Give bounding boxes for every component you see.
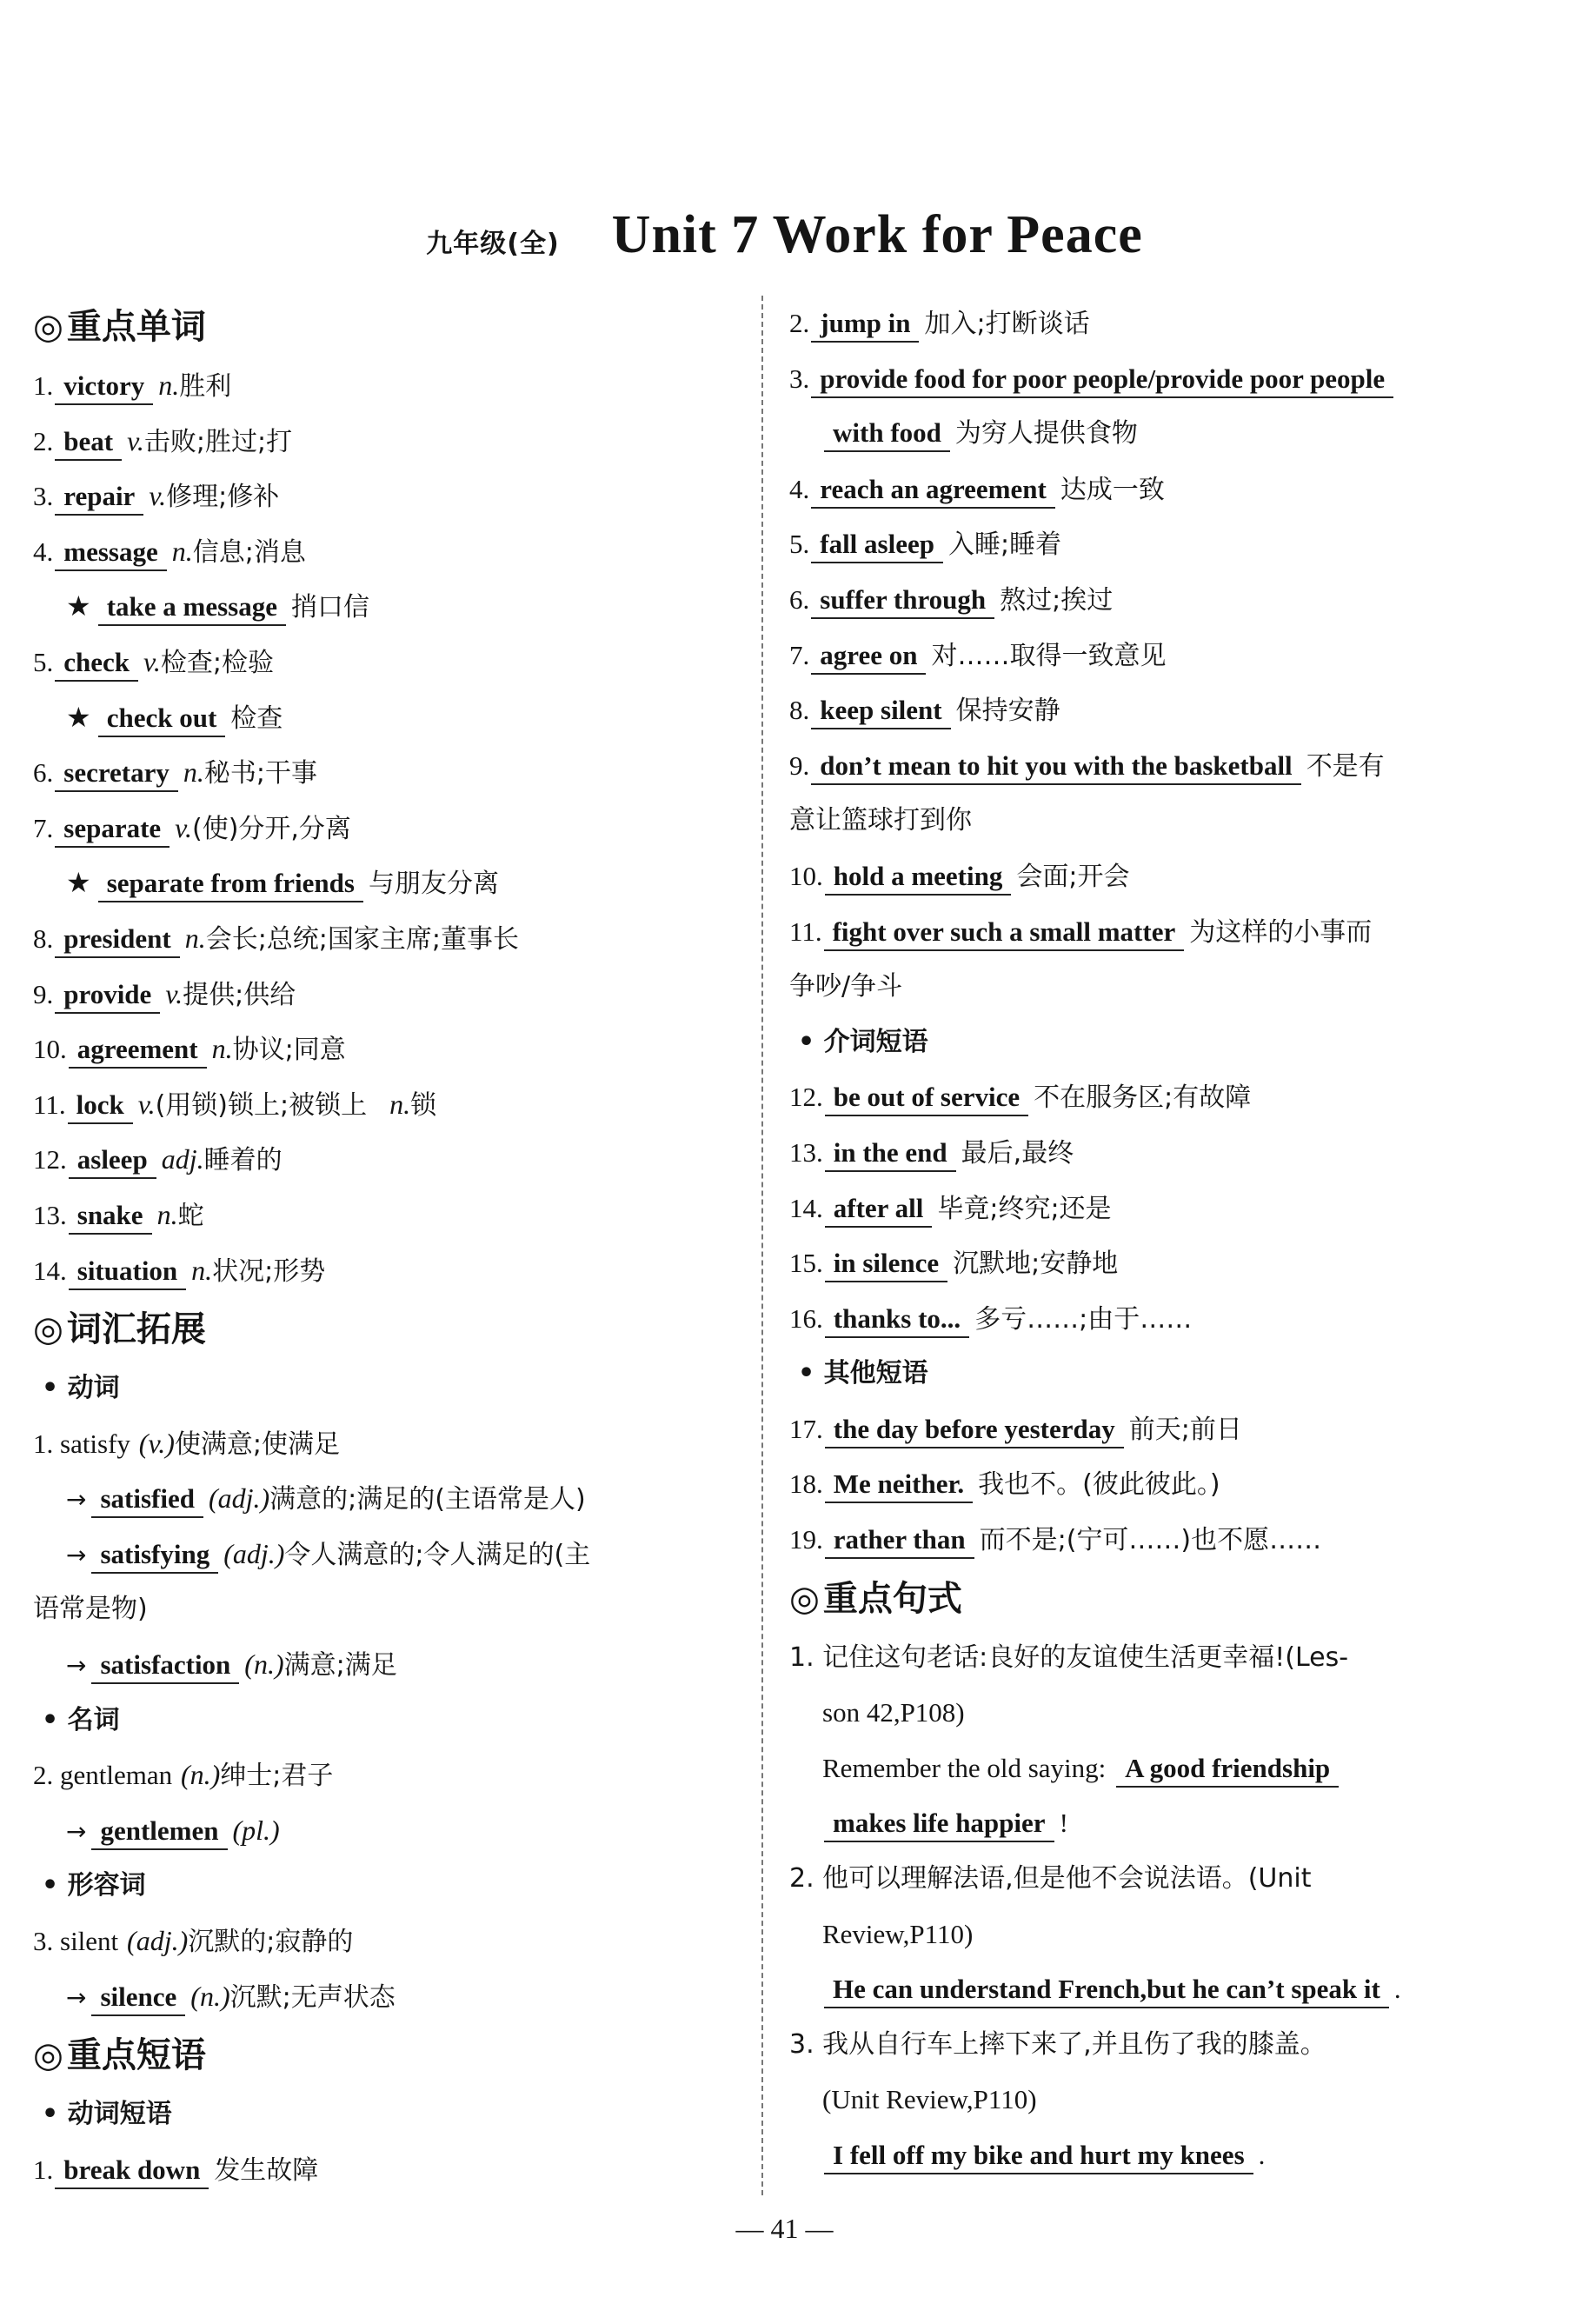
answer-blank: agreement bbox=[69, 1032, 207, 1069]
part-of-speech: n. bbox=[171, 535, 193, 567]
vocab-list bbox=[33, 358, 737, 1298]
vocab-item bbox=[33, 1243, 737, 1299]
answer-blank: fight over such a small matter bbox=[824, 915, 1185, 951]
sentence-3-answer: I fell off my bike and hurt my knees . bbox=[789, 2128, 1502, 2183]
vocab-item bbox=[33, 635, 737, 690]
item-number: 10. bbox=[789, 860, 823, 891]
page-number: — 41 — bbox=[735, 2213, 834, 2244]
item-number: 18. bbox=[789, 1468, 823, 1500]
item-number: 14. bbox=[789, 1192, 823, 1223]
item-number: 13. bbox=[33, 1199, 67, 1230]
item-number: 16. bbox=[789, 1302, 823, 1334]
meaning: 保持安静 bbox=[955, 696, 1060, 727]
item-number: 8. bbox=[33, 922, 54, 954]
subheading-other-phrase: • 其他短语 bbox=[798, 1358, 928, 1389]
item-number: 6. bbox=[33, 757, 54, 789]
meaning: 信息;消息 bbox=[192, 536, 306, 568]
vocab-item bbox=[33, 358, 737, 414]
answer-blank: message bbox=[55, 535, 166, 571]
item-number: 12. bbox=[33, 1144, 67, 1175]
part-of-speech: n. bbox=[389, 1088, 411, 1120]
section-heading-sentences: ◎ 重点句式 bbox=[789, 1578, 962, 1619]
answer-blank: situation bbox=[69, 1254, 186, 1290]
item-number: 1. bbox=[33, 370, 54, 401]
column-divider bbox=[761, 296, 763, 2195]
item-number: 6. bbox=[789, 583, 810, 615]
phrase-item bbox=[789, 1512, 1502, 1568]
part-of-speech: v. bbox=[175, 811, 192, 843]
phrase-item bbox=[789, 738, 1502, 794]
phrase-item bbox=[789, 1291, 1502, 1347]
meaning: (用锁)锁上;被锁上 bbox=[155, 1089, 368, 1121]
answer-blank: snake bbox=[69, 1198, 152, 1235]
subheading-verb: • 动词 bbox=[42, 1373, 120, 1404]
phrase-item bbox=[789, 462, 1502, 517]
vocab-item bbox=[33, 801, 737, 856]
part-of-speech: n. bbox=[158, 370, 180, 401]
phrase-item bbox=[789, 516, 1502, 572]
part-of-speech: n. bbox=[184, 922, 206, 954]
item-number: 17. bbox=[789, 1413, 823, 1444]
phrase-item bbox=[789, 849, 1502, 904]
phrase-item bbox=[789, 1456, 1502, 1512]
meaning: 会长;总统;国家主席;董事长 bbox=[205, 923, 520, 955]
meaning: 为这样的小事而 bbox=[1189, 916, 1373, 948]
answer-blank: secretary bbox=[55, 756, 178, 792]
meaning: 沉默地;安静地 bbox=[953, 1249, 1119, 1280]
subheading-noun: • 名词 bbox=[42, 1704, 120, 1735]
meaning: 熬过;挨过 bbox=[1000, 584, 1114, 616]
part-of-speech: n. bbox=[211, 1033, 233, 1065]
expand-satisfying: → satisfying (adj.)令人满意的;令人满足的(主 bbox=[33, 1527, 737, 1582]
answer-blank: in the end bbox=[825, 1135, 956, 1172]
phrase-item bbox=[789, 1125, 1502, 1181]
sentence-1-answer: Remember the old saying: A good friendship bbox=[789, 1741, 1502, 1796]
sentence-3-source: (Unit Review,P110) bbox=[822, 2084, 1037, 2115]
meaning-cont: 争吵/争斗 bbox=[789, 971, 903, 1002]
item-number: 2. bbox=[33, 425, 54, 456]
answer-blank: asleep bbox=[69, 1142, 156, 1179]
meaning: 达成一致 bbox=[1060, 474, 1165, 505]
answer-blank: take a message bbox=[98, 589, 286, 626]
item-number: 7. bbox=[33, 812, 54, 843]
phrase-item bbox=[789, 572, 1502, 628]
meaning: 为穷人提供食物 bbox=[954, 418, 1138, 449]
other-phrase-list bbox=[789, 1402, 1502, 1568]
answer-blank: rather than bbox=[825, 1522, 974, 1559]
phrase-item bbox=[789, 1181, 1502, 1236]
item-number: 12. bbox=[789, 1082, 823, 1113]
sentence-3-question: 3. 我从自行车上摔下来了,并且伤了我的膝盖。 bbox=[789, 2028, 1326, 2060]
answer-blank: suffer through bbox=[811, 583, 994, 619]
meaning: 状况;形势 bbox=[212, 1255, 326, 1287]
vocab-extension-item bbox=[33, 579, 737, 635]
expand-satisfaction: → satisfaction (n.)满意;满足 bbox=[33, 1637, 737, 1693]
expand-silent: 3. silent (adj.)沉默的;寂静的 bbox=[33, 1925, 354, 1958]
item-number: 3. bbox=[789, 363, 810, 394]
meaning: 提供;供给 bbox=[183, 979, 296, 1010]
meaning: (使)分开,分离 bbox=[191, 813, 351, 844]
phrase-item bbox=[789, 1069, 1502, 1125]
answer-blank: in silence bbox=[825, 1246, 947, 1282]
sentence-1-answer-cont: makes life happier ! bbox=[789, 1795, 1502, 1851]
item-number: 3. bbox=[33, 481, 54, 512]
meaning: 捎口信 bbox=[290, 592, 369, 623]
answer-blank: repair bbox=[55, 479, 143, 516]
meaning: 而不是;(宁可……)也不愿…… bbox=[979, 1525, 1322, 1556]
item-number: 14. bbox=[33, 1255, 67, 1286]
left-column bbox=[33, 296, 737, 2197]
phrase-item bbox=[789, 1402, 1502, 1457]
answer-blank: beat bbox=[55, 424, 122, 461]
section-heading-vocab: ◎ 重点单词 bbox=[33, 307, 206, 347]
answer-blank: check out bbox=[98, 701, 226, 737]
part-of-speech: n. bbox=[183, 756, 204, 789]
subheading-verb-phrase: • 动词短语 bbox=[42, 2099, 172, 2130]
answer-blank: keep silent bbox=[811, 693, 950, 729]
sentence-2-source: Review,P110) bbox=[822, 1918, 974, 1949]
part-of-speech: v. bbox=[137, 1088, 156, 1120]
meaning: 我也不。(彼此彼此。) bbox=[978, 1469, 1220, 1501]
meaning: 入睡;睡着 bbox=[948, 529, 1062, 561]
expand-silence: → silence (n.)沉默;无声状态 bbox=[33, 1969, 737, 2025]
item-number: 4. bbox=[33, 536, 54, 567]
meaning: 多亏……;由于…… bbox=[974, 1303, 1193, 1335]
vocab-item bbox=[33, 1132, 737, 1188]
meaning: 会面;开会 bbox=[1016, 861, 1130, 892]
meaning: 与朋友分离 bbox=[368, 869, 499, 900]
phrase-item bbox=[789, 296, 1502, 351]
meaning: 修理;修补 bbox=[166, 482, 280, 513]
phrase-item bbox=[789, 1235, 1502, 1291]
answer-blank: victory bbox=[55, 369, 153, 405]
meaning: 检查;检验 bbox=[160, 647, 274, 678]
phrase-item-cont bbox=[789, 959, 1502, 1015]
expand-satisfy: 1. satisfy (v.)使满意;使满足 bbox=[33, 1427, 341, 1460]
meaning: 不是有 bbox=[1306, 750, 1385, 782]
meaning: 胜利 bbox=[179, 371, 232, 402]
right-column bbox=[789, 296, 1502, 2183]
phrase-item bbox=[33, 2142, 737, 2198]
meaning: 发生故障 bbox=[214, 2154, 319, 2186]
phrase-item bbox=[789, 351, 1502, 407]
title-en: Unit 7 Work for Peace bbox=[611, 205, 1143, 264]
verb-phrase-list-right bbox=[789, 296, 1502, 1015]
answer-blank: jump in bbox=[811, 306, 919, 343]
part-of-speech: v. bbox=[149, 480, 167, 512]
vocab-item bbox=[33, 469, 737, 524]
item-number: 11. bbox=[789, 916, 822, 947]
item-number: 8. bbox=[789, 695, 810, 726]
part-of-speech: n. bbox=[191, 1254, 213, 1286]
page-title bbox=[0, 202, 1569, 266]
answer-blank: check bbox=[55, 645, 138, 682]
sentence-1-question: 1. 记住这句老话:良好的友谊使生活更幸福!(Les- bbox=[789, 1641, 1349, 1673]
vocab-item bbox=[33, 524, 737, 580]
item-number: 19. bbox=[789, 1524, 823, 1555]
answer-blank: fall asleep bbox=[811, 527, 943, 563]
part-of-speech: v. bbox=[127, 424, 144, 456]
prep-phrase-list bbox=[789, 1069, 1502, 1346]
section-heading-expand: ◎ 词汇拓展 bbox=[33, 1309, 206, 1350]
vocab-item bbox=[33, 967, 737, 1022]
vocab-extension-item bbox=[33, 690, 737, 746]
expand-satisfying-cont: 语常是物) bbox=[33, 1594, 148, 1625]
meaning: 最后,最终 bbox=[961, 1137, 1074, 1169]
meaning: 睡着的 bbox=[203, 1145, 283, 1176]
answer-blank: Me neither. bbox=[825, 1467, 973, 1503]
item-number: 9. bbox=[33, 978, 54, 1009]
sentence-2-answer: He can understand French,but he can’t speak it . bbox=[789, 1961, 1502, 2017]
meaning-cont: 意让篮球打到你 bbox=[789, 805, 972, 836]
answer-blank: lock bbox=[68, 1088, 133, 1124]
phrase-item bbox=[789, 628, 1502, 683]
vocab-item bbox=[33, 1022, 737, 1077]
item-number: 1. bbox=[33, 2154, 54, 2185]
answer-blank: the day before yesterday bbox=[825, 1412, 1124, 1448]
item-number: 11. bbox=[33, 1089, 66, 1120]
phrase-item-cont bbox=[789, 406, 1502, 462]
answer-blank: president bbox=[55, 922, 179, 958]
answer-blank: after all bbox=[825, 1191, 933, 1228]
meaning: 击败;胜过;打 bbox=[143, 426, 293, 457]
star-icon: ★ bbox=[66, 700, 91, 734]
meaning: 毕竟;终究;还是 bbox=[937, 1193, 1112, 1224]
item-number: 5. bbox=[33, 646, 54, 677]
title-cn: 九年级(全) bbox=[426, 229, 560, 259]
answer-blank: thanks to... bbox=[825, 1302, 969, 1338]
answer-blank: with food bbox=[824, 416, 950, 452]
vocab-item bbox=[33, 1077, 737, 1133]
expand-satisfied: → satisfied (adj.)满意的;满足的(主语常是人) bbox=[33, 1471, 737, 1527]
sentence-1-source: son 42,P108) bbox=[822, 1697, 965, 1728]
sentence-2-question: 2. 他可以理解法语,但是他不会说法语。(Unit bbox=[789, 1863, 1312, 1894]
item-number: 15. bbox=[789, 1248, 823, 1279]
meaning: 不在服务区;有故障 bbox=[1034, 1082, 1252, 1114]
item-number: 13. bbox=[789, 1136, 823, 1168]
meaning: 检查 bbox=[230, 703, 283, 734]
vocab-item bbox=[33, 745, 737, 801]
meaning: 对……取得一致意见 bbox=[931, 640, 1167, 671]
item-number: 9. bbox=[789, 749, 810, 781]
phrase-item bbox=[789, 683, 1502, 738]
meaning: 协议;同意 bbox=[232, 1035, 346, 1066]
meaning: 加入;打断谈话 bbox=[924, 309, 1090, 339]
part-of-speech: n. bbox=[156, 1198, 178, 1230]
answer-blank: don’t mean to hit you with the basketball bbox=[811, 749, 1300, 785]
meaning: 前天;前日 bbox=[1128, 1414, 1242, 1445]
answer-blank: hold a meeting bbox=[825, 859, 1012, 896]
part-of-speech: v. bbox=[165, 977, 183, 1009]
star-icon: ★ bbox=[66, 589, 91, 623]
subheading-prep-phrase: • 介词短语 bbox=[798, 1026, 928, 1057]
star-icon: ★ bbox=[66, 866, 91, 900]
item-number: 2. bbox=[789, 308, 810, 338]
expand-gentleman: 2. gentleman (n.)绅士;君子 bbox=[33, 1759, 334, 1792]
meaning: 锁 bbox=[410, 1089, 437, 1121]
vocab-item bbox=[33, 414, 737, 469]
verb-phrase-list-left bbox=[33, 2142, 737, 2198]
phrase-item bbox=[789, 904, 1502, 960]
answer-blank: separate from friends bbox=[98, 866, 363, 902]
meaning: 秘书;干事 bbox=[203, 758, 317, 789]
part-of-speech: adj. bbox=[161, 1143, 204, 1175]
subheading-adj: • 形容词 bbox=[42, 1870, 146, 1901]
item-number: 5. bbox=[789, 529, 810, 560]
answer-blank: break down bbox=[55, 2153, 209, 2189]
answer-blank: separate bbox=[55, 811, 170, 848]
item-number: 4. bbox=[789, 473, 810, 504]
answer-blank: provide food for poor people/provide poor people bbox=[811, 362, 1393, 398]
phrase-item-cont bbox=[789, 793, 1502, 849]
meaning: 蛇 bbox=[177, 1200, 204, 1231]
answer-blank: be out of service bbox=[825, 1080, 1028, 1116]
answer-blank: provide bbox=[55, 977, 160, 1014]
answer-blank: reach an agreement bbox=[811, 472, 1055, 509]
section-heading-phrases: ◎ 重点短语 bbox=[33, 2035, 206, 2076]
vocab-item bbox=[33, 1188, 737, 1243]
part-of-speech: v. bbox=[143, 645, 161, 677]
item-number: 7. bbox=[789, 639, 810, 670]
vocab-extension-item bbox=[33, 856, 737, 911]
expand-gentlemen: → gentlemen (pl.) bbox=[33, 1803, 737, 1859]
item-number: 10. bbox=[33, 1034, 67, 1065]
vocab-item bbox=[33, 911, 737, 967]
answer-blank: agree on bbox=[811, 638, 926, 675]
